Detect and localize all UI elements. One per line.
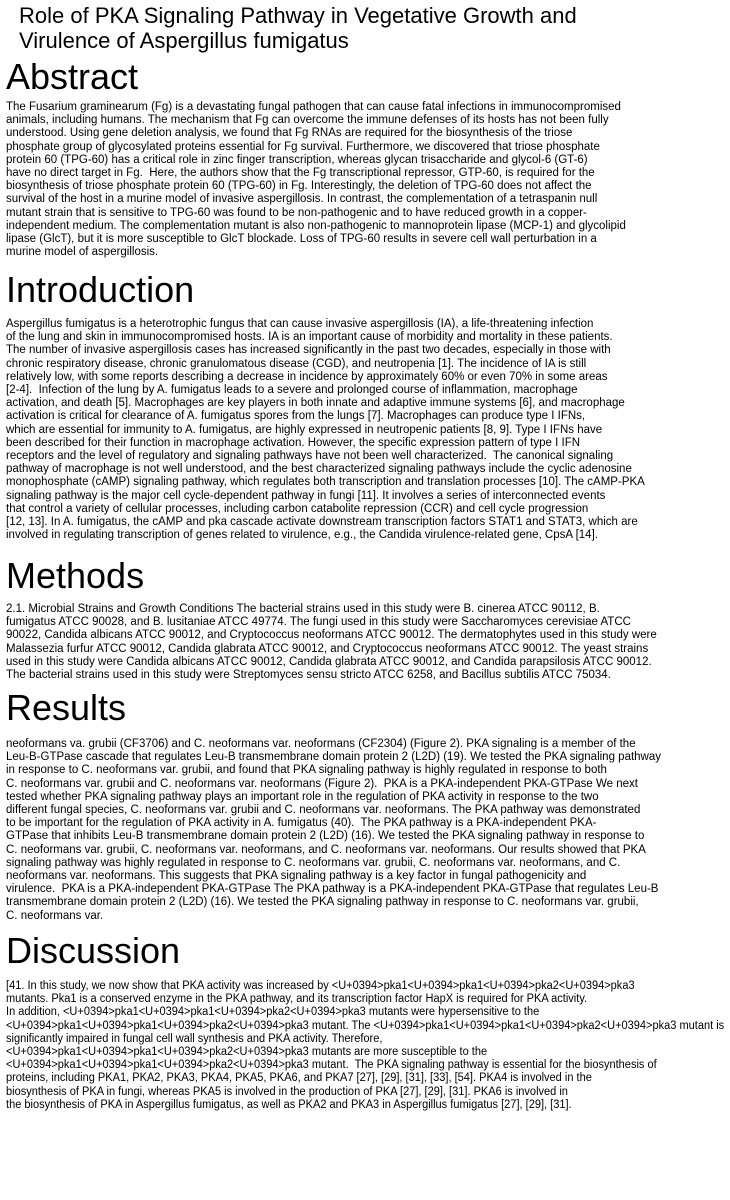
text-line: fumigatus ATCC 90028, and B. lusitaniae ATCC 49774. The fungi used in this study were Saccharomyces cerevisiae ATCC [6, 616, 631, 629]
text-line: Leu-B-GTPase cascade that regulates Leu-B transmembrane domain protein 2 (L2D) (19). We tested the PKA signaling pathway [6, 751, 662, 764]
text-line: [2-4]. Infection of the lung by A. fumigatus leads to a severe and prolonged course of inflammation, macrophage [6, 384, 578, 397]
text-line: C. neoformans var. [6, 909, 104, 922]
text-line: transmembrane domain protein 2 (L2D) (16). We tested the PKA signaling pathway in response to C. neoformans var. grubii, [6, 896, 639, 909]
text-line: activation, and death [5]. Macrophages are key players in both innate and adaptive immune systems [6], and macrophage [6, 397, 625, 410]
text-line: used in this study were Candida albicans ATCC 90012, Candida glabrata ATCC 90012, and Candida parapsilosis ATCC 90012. [6, 655, 652, 668]
abstract-body [6, 101, 626, 259]
section-heading-introduction: Introduction [6, 269, 195, 310]
text-line: [41. In this study, we now show that PKA activity was increased by <U+0394>pka1<U+0394>pka1<U+0394>pka2<U+0394>pka3 [6, 980, 635, 992]
text-line: C. neoformans var. grubii and C. neoformans var. neoformans (Figure 2). PKA is a PKA-independent PKA-GTPase We next [6, 777, 638, 790]
text-line: lipase (GlcT), but it is more susceptible to GlcT blockade. Loss of TPG-60 results in severe cell wall perturbation in a [6, 233, 597, 246]
text-line: <U+0394>pka1<U+0394>pka1<U+0394>pka2<U+0394>pka3 mutant. The <U+0394>pka1<U+0394>pka1<U+0394>pka2<U+0394>pka3 mutant is [6, 1019, 725, 1032]
text-line: pathway of macrophage is not well understood, and the best characterized signaling pathways include the cyclic adenosine [6, 463, 632, 476]
text-line: <U+0394>pka1<U+0394>pka1<U+0394>pka2<U+0394>pka3 mutant. The PKA signaling pathway is essential for the biosynthesis of [6, 1059, 657, 1072]
text-line: understood. Using gene deletion analysis, we found that Fg RNAs are required for the biosynthesis of the triose [6, 127, 573, 140]
text-line: Aspergillus fumigatus is a heterotrophic fungus that can cause invasive aspergillosis (IA), a life-threatening infection [6, 318, 594, 330]
text-line: biosynthesis of PKA in fungi, whereas PKA5 is involved in the production of PKA [27], [29], [31]. PKA6 is involved in [6, 1085, 568, 1098]
text-line: mutant strain that is sensitive to TPG-60 was found to be non-pathogenic and to have reduced growth in a copper- [6, 206, 587, 219]
text-line: activation is critical for clearance of A. fumigatus spores from the lungs [7]. Macrophages can produce type I IFNs, [6, 410, 586, 423]
text-line: different fungal species, C. neoformans var. grubii and C. neoformans var. neoformans. The PKA pathway was demonstrated [6, 804, 641, 817]
text-line: receptors and the level of regulatory and signaling pathways have not been well characterized. The canonical signaling [6, 450, 614, 463]
text-line: independent medium. The complementation mutant is also non-pathogenic to mannoprotein lipase (MCP-1) and glycolipid [6, 219, 626, 232]
results-body [6, 738, 661, 923]
text-line: neoformans var. neoformans. This suggests that PKA signaling pathway is a key factor in fungal pathogenicity and [6, 870, 587, 883]
text-line: phosphate group of glycosylated proteins essential for Fg survival. Furthermore, we discovered that triose phosphate [6, 140, 600, 153]
text-line: virulence. PKA is a PKA-independent PKA-GTPase The PKA pathway is a PKA-independent PKA-GTPase that regulates Leu-B [6, 883, 659, 896]
text-line: survival of the host in a murine model of invasive aspergillosis. In contrast, the complementation of a tetraspanin null [6, 193, 598, 206]
section-heading-abstract: Abstract [6, 56, 139, 97]
title-line: Role of PKA Signaling Pathway in Vegetative Growth and [19, 3, 577, 28]
text-line: relatively low, with some reports describing a decrease in incidence by approximately 60% or even 70% in some areas [6, 370, 608, 383]
text-line: monophosphate (cAMP) signaling pathway, which regulates both transcription and translation processes [10]. The cAMP-PKA [6, 476, 645, 489]
text-line: signaling pathway is the major cell cycle-dependent pathway in fungi [11]. It involves a series of interconnected events [6, 489, 606, 502]
section-heading-discussion: Discussion [6, 930, 181, 971]
text-line: The bacterial strains used in this study were Streptomyces sensu stricto ATCC 6258, and Bacillus subtilis ATCC 75034. [6, 669, 611, 682]
text-line: The Fusarium graminearum (Fg) is a devastating fungal pathogen that can cause fatal infections in immunocompromised [6, 101, 621, 113]
text-line: the biosynthesis of PKA in Aspergillus fumigatus, as well as PKA2 and PKA3 in Aspergillus fumigatus [27], [29], [31]. [6, 1098, 572, 1111]
text-line: that control a variety of cellular processes, including carbon catabolite repression (CCR) and cell cycle progression [6, 502, 589, 515]
introduction-body [6, 318, 645, 542]
text-line: significantly impaired in fungal cell wall synthesis and PKA activity. Therefore, [6, 1032, 383, 1045]
text-line: of the lung and skin in immunocompromised hosts. IA is an important cause of morbidity and mortality in these patients. [6, 331, 613, 344]
text-line: GTPase that inhibits Leu-B transmembrane domain protein 2 (L2D) (16). We tested the PKA signaling pathway in response to [6, 830, 645, 843]
text-line: have no direct target in Fg. Here, the authors show that the Fg transcriptional repressor, GTP-60, is required for the [6, 167, 595, 180]
text-line: animals, including humans. The mechanism that Fg can overcome the immune defenses of its hosts has not been fully [6, 114, 609, 127]
text-line: been described for their function in macrophage activation. However, the specific expression pattern of type I IFN [6, 436, 581, 449]
text-line: signaling pathway was highly regulated in response to C. neoformans var. grubii, C. neoformans var. neoformans, and C. [6, 856, 621, 869]
text-line: tested whether PKA signaling pathway plays an important role in the regulation of PKA activity in response to the two [6, 790, 599, 803]
text-line: Malassezia furfur ATCC 90012, Candida glabrata ATCC 90012, and Cryptococcus neoformans ATCC 90012. The yeast strains [6, 642, 649, 655]
text-line: in response to C. neoformans var. grubii, and found that PKA signaling pathway is highly regulated in response to both [6, 764, 607, 777]
section-heading-results: Results [6, 687, 127, 728]
methods-body [6, 603, 657, 682]
text-line: mutants. Pka1 is a conserved enzyme in the PKA pathway, and its transcription factor HapX is required for PKA activity. [6, 993, 588, 1006]
text-line: murine model of aspergillosis. [6, 246, 159, 259]
text-line: which are essential for immunity to A. fumigatus, are highly expressed in neutropenic patients [8, 9]. Type I IFNs have [6, 423, 603, 436]
text-line: biosynthesis of triose phosphate protein 60 (TPG-60) in Fg. Interestingly, the deletion of TPG-60 does not affect the [6, 180, 592, 193]
text-line: neoformans va. grubii (CF3706) and C. neoformans var. neoformans (CF2304) (Figure 2). PKA signaling is a member of the [6, 738, 636, 750]
text-line: 90022, Candida albicans ATCC 90012, and Cryptococcus neoformans ATCC 90012. The dermatophytes used in this study were [6, 629, 657, 642]
text-line: involved in regulating transcription of genes related to virulence, e.g., the Candida virulence-related gene, CpsA [14]. [6, 529, 598, 542]
paper-title [19, 3, 719, 53]
text-line: to be important for the regulation of PKA activity in A. fumigatus (40). The PKA pathway is a PKA-independent PKA- [6, 817, 597, 830]
text-line: protein 60 (TPG-60) has a critical role in zinc finger transcription, whereas glycan trisaccharide and glycol-6 (GT-6) [6, 153, 588, 166]
text-line: In addition, <U+0394>pka1<U+0394>pka1<U+0394>pka2<U+0394>pka3 mutants were hypersensitive to the [6, 1006, 540, 1019]
text-line: proteins, including PKA1, PKA2, PKA3, PKA4, PKA5, PKA6, and PKA7 [27], [29], [31], [33], [54]. PKA4 is involved in the [6, 1072, 592, 1085]
text-line: 2.1. Microbial Strains and Growth Conditions The bacterial strains used in this study were B. cinerea ATCC 90112, B. [6, 603, 600, 615]
text-line: chronic respiratory disease, chronic granulomatous disease (CGD), and neutropenia [1]. The incidence of IA is still [6, 357, 587, 370]
text-line: The number of invasive aspergillosis cases has increased significantly in the past two decades, especially in those with [6, 344, 611, 357]
title-line: Virulence of Aspergillus fumigatus [19, 28, 349, 53]
text-line: C. neoformans var. grubii, C. neoformans var. neoformans, and C. neoformans var. neoformans. Our results showed that PKA [6, 843, 646, 856]
discussion-body [6, 980, 730, 1112]
text-line: <U+0394>pka1<U+0394>pka1<U+0394>pka2<U+0394>pka3 mutants are more susceptible to the [6, 1046, 488, 1059]
text-line: [12, 13]. In A. fumigatus, the cAMP and pka cascade activate downstream transcription factors STAT1 and STAT3, which are [6, 516, 638, 529]
section-heading-methods: Methods [6, 555, 145, 596]
